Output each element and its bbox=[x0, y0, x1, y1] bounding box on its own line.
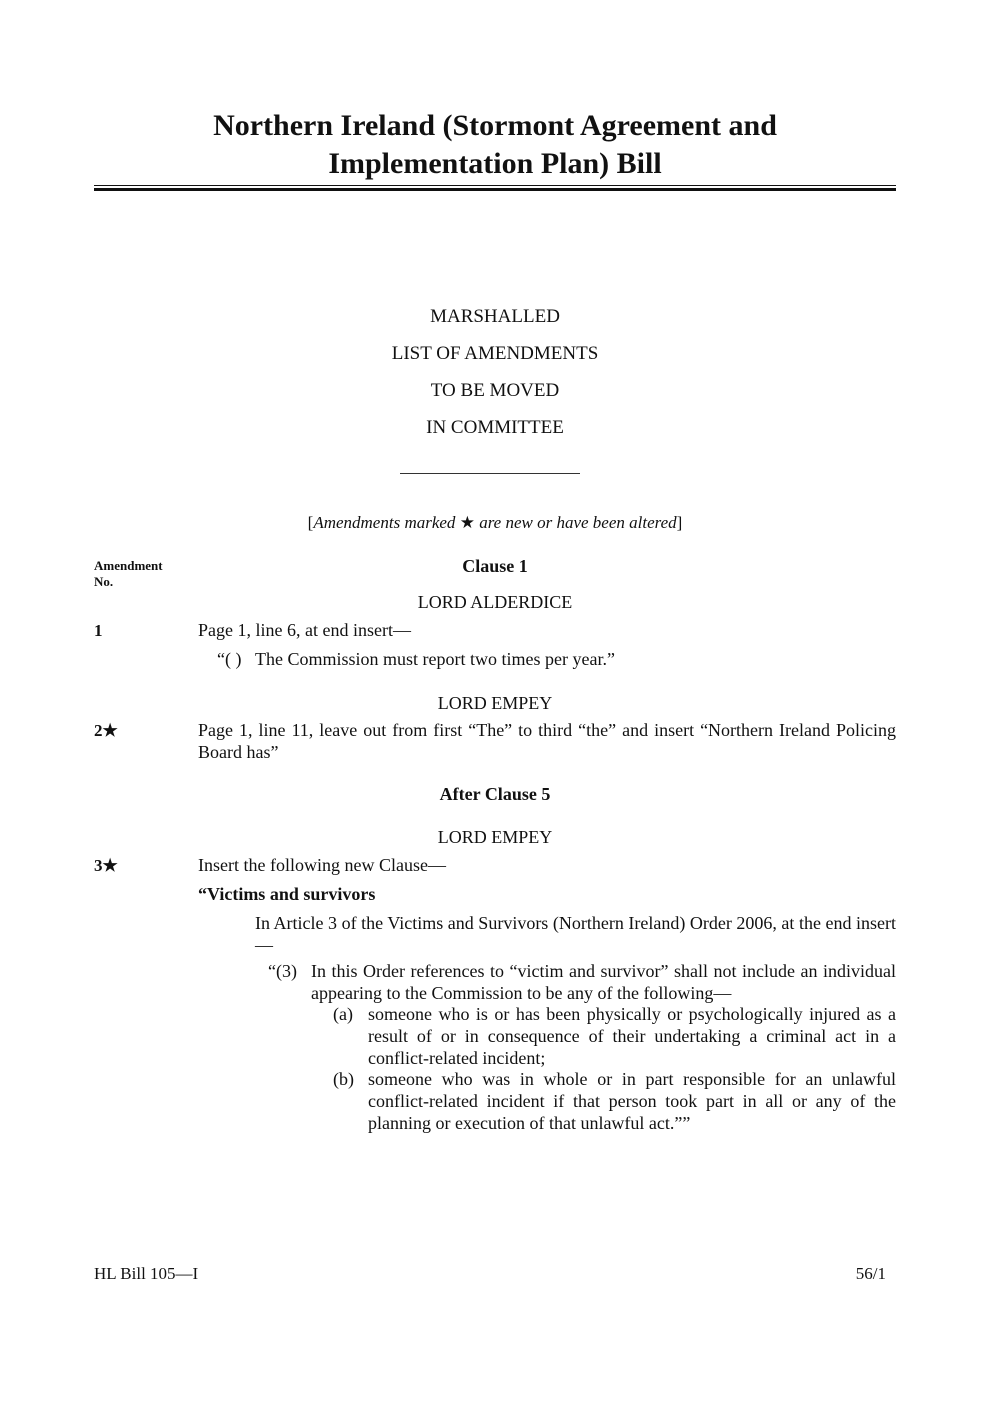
new-clause-text: In Article 3 of the Victims and Survivors (Northern Ireland) Order 2006, at the end insert— bbox=[255, 913, 896, 955]
title-rule-thin bbox=[94, 185, 896, 186]
section-heading-clause-1: Clause 1 bbox=[462, 556, 528, 576]
mover-name: LORD EMPEY bbox=[437, 693, 553, 713]
quoted-insert: “( ) The Commission must report two times per year.” bbox=[217, 649, 615, 669]
amendment-text: Page 1, line 6, at end insert— bbox=[198, 620, 411, 640]
heading-line: MARSHALLED bbox=[430, 306, 560, 327]
amendment-text: Page 1, line 11, leave out from first “The” to third “the” and insert “Northern Ireland Policing Board has” bbox=[198, 720, 896, 762]
amendment-number: 2★ bbox=[94, 721, 118, 740]
mover-name: LORD EMPEY bbox=[437, 827, 553, 847]
title-line-2: Implementation Plan) Bill bbox=[328, 147, 662, 180]
section-heading-after-clause-5: After Clause 5 bbox=[439, 784, 551, 804]
amendment-number-label: Amendment No. bbox=[94, 558, 163, 589]
heading-line: LIST OF AMENDMENTS bbox=[391, 343, 599, 364]
amendment-number: 1 bbox=[94, 621, 103, 640]
sub-item: (b) someone who was in whole or in part responsible for an unlawful conflict-related incident if that person took part in all or any of the planning or execution of that unlawful act.”” bbox=[333, 1069, 896, 1133]
sub-clause: “(3) In this Order references to “victim and survivor” shall not include an individual appearing to the Commission to be any of the following— bbox=[268, 961, 896, 1003]
amendment-text: Insert the following new Clause— bbox=[198, 855, 446, 875]
title-line-1: Northern Ireland (Stormont Agreement and bbox=[213, 109, 777, 142]
footer-bill-number: HL Bill 105—I bbox=[94, 1264, 199, 1283]
new-clause-title: “Victims and survivors bbox=[198, 884, 376, 904]
title-rule-thick bbox=[94, 188, 896, 191]
sub-item: (a) someone who is or has been physically or psychologically injured as a result of or in consequence of their undertaking a criminal act in a conflict-related incident; bbox=[333, 1004, 896, 1068]
separator bbox=[400, 473, 580, 474]
bill-title bbox=[94, 107, 896, 183]
mover-name: LORD ALDERDICE bbox=[417, 592, 573, 612]
footer-page-ref: 56/1 bbox=[855, 1264, 886, 1283]
heading-line: TO BE MOVED bbox=[430, 380, 560, 401]
amendment-number: 3★ bbox=[94, 856, 118, 875]
amendments-note: [Amendments marked ★ are new or have been altered] bbox=[307, 513, 683, 532]
heading-line: IN COMMITTEE bbox=[426, 417, 564, 438]
